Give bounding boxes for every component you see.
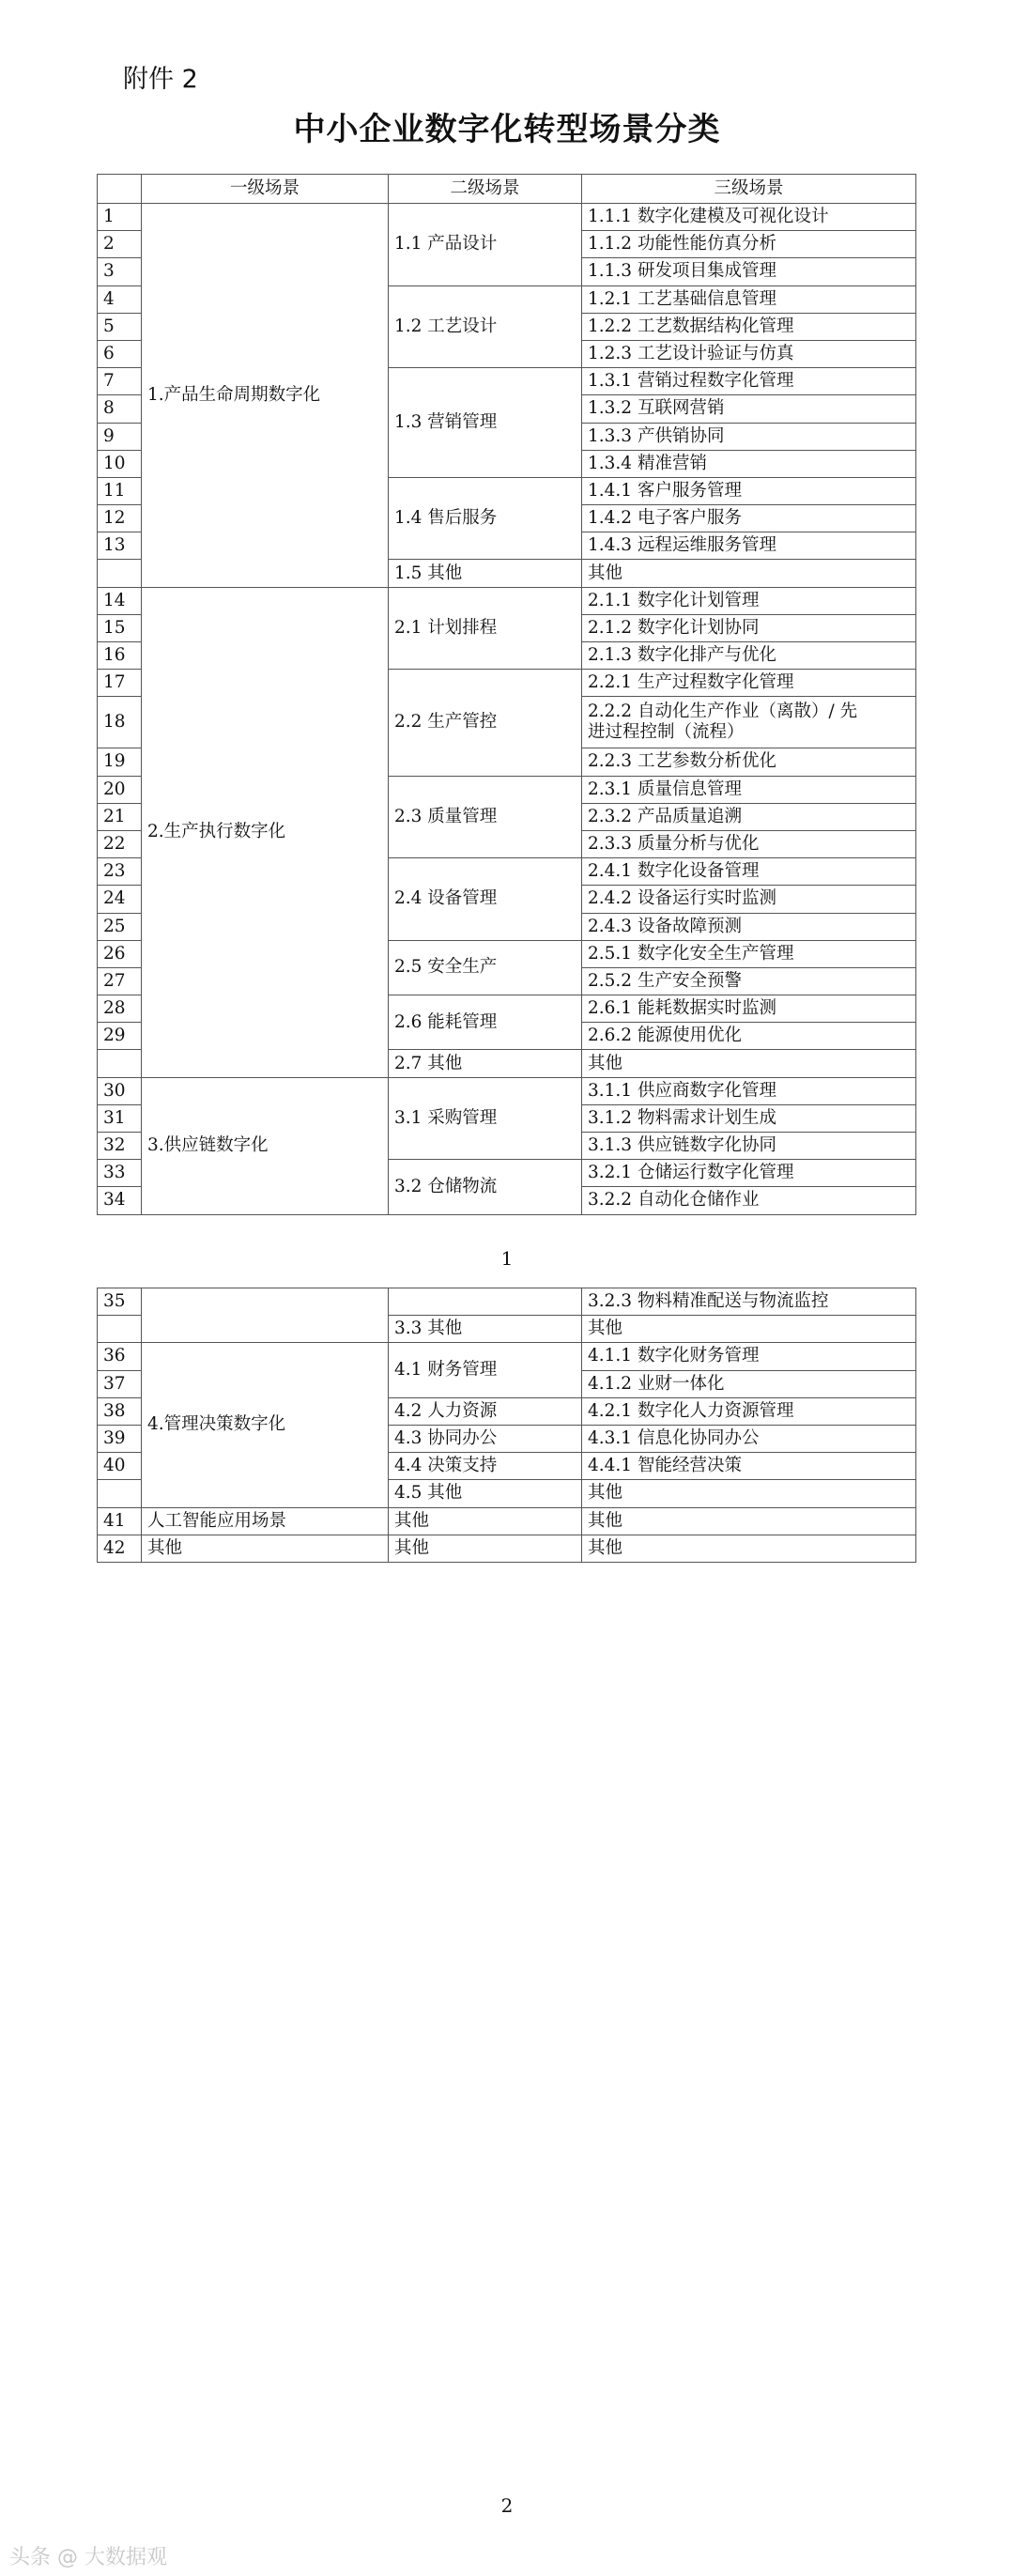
- level1-cell: 1.产品生命周期数字化: [142, 204, 389, 588]
- table-row: [98, 1507, 916, 1535]
- level3-cell: 其他: [582, 560, 916, 587]
- row-number: 17: [98, 670, 142, 697]
- level3-cell: 3.2.1 仓储运行数字化管理: [582, 1160, 916, 1187]
- level2-cell: 2.7 其他: [389, 1050, 582, 1077]
- level2-cell: 1.1 产品设计: [389, 204, 582, 286]
- row-number: 24: [98, 886, 142, 913]
- row-number: 8: [98, 395, 142, 423]
- attachment-label: 附件 2: [123, 65, 198, 94]
- level3-cell: 4.1.2 业财一体化: [582, 1370, 916, 1397]
- level2-cell: 3.3 其他: [389, 1316, 582, 1343]
- table-row: [98, 587, 916, 614]
- level2-cell: 4.2 人力资源: [389, 1397, 582, 1425]
- level2-cell: 1.3 营销管理: [389, 368, 582, 478]
- level3-cell: 1.1.3 研发项目集成管理: [582, 258, 916, 285]
- row-number: 27: [98, 967, 142, 995]
- level3-cell: 2.1.3 数字化排产与优化: [582, 642, 916, 670]
- level1-cell: 3.供应链数字化: [142, 1077, 389, 1214]
- table-row: [98, 1343, 916, 1370]
- level2-cell: [389, 1288, 582, 1316]
- row-number: [98, 1480, 142, 1507]
- row-number: 32: [98, 1133, 142, 1160]
- level2-cell: 2.1 计划排程: [389, 587, 582, 670]
- table-row: [98, 1077, 916, 1104]
- level3-cell: 1.1.1 数字化建模及可视化设计: [582, 204, 916, 231]
- table-row: [98, 204, 916, 231]
- row-number: 13: [98, 532, 142, 560]
- level2-cell: 2.3 质量管理: [389, 776, 582, 858]
- row-number: 29: [98, 1023, 142, 1050]
- level3-cell: 其他: [582, 1050, 916, 1077]
- level3-cell: 3.2.3 物料精准配送与物流监控: [582, 1288, 916, 1316]
- table-header-row: [98, 175, 916, 204]
- document-title: 中小企业数字化转型场景分类: [293, 111, 721, 148]
- header-number: [98, 175, 142, 204]
- level3-cell: 2.1.2 数字化计划协同: [582, 614, 916, 641]
- level3-cell: [582, 697, 916, 748]
- level3-cell: 3.2.2 自动化仓储作业: [582, 1187, 916, 1214]
- scenario-table-page1: [97, 174, 916, 1215]
- level3-cell: 其他: [582, 1316, 916, 1343]
- row-number: 1: [98, 204, 142, 231]
- row-number: 41: [98, 1507, 142, 1535]
- row-number: 36: [98, 1343, 142, 1370]
- level3-cell: 2.6.2 能源使用优化: [582, 1023, 916, 1050]
- level3-line2: 进过程控制（流程）: [588, 722, 745, 743]
- row-number: 40: [98, 1453, 142, 1480]
- level2-cell: 2.6 能耗管理: [389, 995, 582, 1050]
- level1-cell: [142, 1288, 389, 1343]
- level2-cell: 1.4 售后服务: [389, 477, 582, 560]
- level3-cell: 2.5.1 数字化安全生产管理: [582, 940, 916, 967]
- level3-cell: 1.3.2 互联网营销: [582, 395, 916, 423]
- row-number: [98, 1050, 142, 1077]
- row-number: [98, 1316, 142, 1343]
- level3-cell: 其他: [582, 1480, 916, 1507]
- row-number: 30: [98, 1077, 142, 1104]
- level3-line1: 2.2.2 自动化生产作业（离散）/ 先: [588, 702, 858, 722]
- level3-cell: 1.3.1 营销过程数字化管理: [582, 368, 916, 395]
- level3-cell: 2.2.1 生产过程数字化管理: [582, 670, 916, 697]
- level3-cell: 1.4.3 远程运维服务管理: [582, 532, 916, 560]
- level3-cell: 2.4.3 设备故障预测: [582, 913, 916, 940]
- level2-cell: 其他: [389, 1535, 582, 1562]
- row-number: 38: [98, 1397, 142, 1425]
- level3-cell: 1.1.2 功能性能仿真分析: [582, 231, 916, 258]
- level3-cell: 4.4.1 智能经营决策: [582, 1453, 916, 1480]
- watermark: 头条 @ 大数据观: [9, 2546, 167, 2569]
- level2-cell: 2.2 生产管控: [389, 670, 582, 776]
- level2-cell: 1.2 工艺设计: [389, 285, 582, 368]
- row-number: 19: [98, 748, 142, 776]
- row-number: 21: [98, 803, 142, 830]
- level3-cell: 1.4.1 客户服务管理: [582, 477, 916, 504]
- row-number: 9: [98, 423, 142, 450]
- level3-cell: 2.3.1 质量信息管理: [582, 776, 916, 803]
- level3-cell: 1.2.1 工艺基础信息管理: [582, 285, 916, 313]
- page-number: 1: [500, 1247, 514, 1270]
- level2-cell: 2.4 设备管理: [389, 858, 582, 941]
- row-number: 22: [98, 830, 142, 857]
- level3-cell: 3.1.2 物料需求计划生成: [582, 1104, 916, 1132]
- row-number: 14: [98, 587, 142, 614]
- row-number: 6: [98, 340, 142, 367]
- row-number: 4: [98, 285, 142, 313]
- row-number: 3: [98, 258, 142, 285]
- level1-cell: 人工智能应用场景: [142, 1507, 389, 1535]
- row-number: 25: [98, 913, 142, 940]
- row-number: 26: [98, 940, 142, 967]
- row-number: 35: [98, 1288, 142, 1316]
- row-number: 20: [98, 776, 142, 803]
- level2-cell: 3.2 仓储物流: [389, 1160, 582, 1214]
- header-level2: 二级场景: [389, 175, 582, 204]
- level1-cell: 2.生产执行数字化: [142, 587, 389, 1077]
- level3-cell: 2.5.2 生产安全预警: [582, 967, 916, 995]
- level3-cell: 4.3.1 信息化协同办公: [582, 1425, 916, 1452]
- row-number: 10: [98, 450, 142, 477]
- level3-cell: 1.2.3 工艺设计验证与仿真: [582, 340, 916, 367]
- level2-cell: 4.4 决策支持: [389, 1453, 582, 1480]
- level3-cell: 3.1.1 供应商数字化管理: [582, 1077, 916, 1104]
- row-number: [98, 560, 142, 587]
- row-number: 34: [98, 1187, 142, 1214]
- level2-cell: 其他: [389, 1507, 582, 1535]
- level2-cell: 4.1 财务管理: [389, 1343, 582, 1397]
- level1-cell: 其他: [142, 1535, 389, 1562]
- row-number: 42: [98, 1535, 142, 1562]
- level3-cell: 2.4.2 设备运行实时监测: [582, 886, 916, 913]
- row-number: 33: [98, 1160, 142, 1187]
- header-level3: 三级场景: [582, 175, 916, 204]
- level3-cell: 2.3.3 质量分析与优化: [582, 830, 916, 857]
- row-number: 28: [98, 995, 142, 1023]
- row-number: 31: [98, 1104, 142, 1132]
- level3-cell: 2.6.1 能耗数据实时监测: [582, 995, 916, 1023]
- level3-cell: 3.1.3 供应链数字化协同: [582, 1133, 916, 1160]
- row-number: 5: [98, 313, 142, 340]
- level3-cell: 4.1.1 数字化财务管理: [582, 1343, 916, 1370]
- level2-cell: 4.5 其他: [389, 1480, 582, 1507]
- level3-cell: 2.3.2 产品质量追溯: [582, 803, 916, 830]
- level3-cell: 4.2.1 数字化人力资源管理: [582, 1397, 916, 1425]
- level2-cell: 4.3 协同办公: [389, 1425, 582, 1452]
- row-number: 39: [98, 1425, 142, 1452]
- page-number: 2: [500, 2494, 514, 2517]
- level3-cell: 2.1.1 数字化计划管理: [582, 587, 916, 614]
- row-number: 37: [98, 1370, 142, 1397]
- row-number: 12: [98, 505, 142, 532]
- level3-cell: 1.3.4 精准营销: [582, 450, 916, 477]
- level3-cell: 其他: [582, 1507, 916, 1535]
- level3-cell: 其他: [582, 1535, 916, 1562]
- level3-cell: 2.4.1 数字化设备管理: [582, 858, 916, 886]
- scenario-table-page2: [97, 1288, 916, 1563]
- row-number: 2: [98, 231, 142, 258]
- level3-cell: 2.2.3 工艺参数分析优化: [582, 748, 916, 776]
- level2-cell: 1.5 其他: [389, 560, 582, 587]
- level3-cell: 1.4.2 电子客户服务: [582, 505, 916, 532]
- level3-cell: 1.2.2 工艺数据结构化管理: [582, 313, 916, 340]
- header-level1: 一级场景: [142, 175, 389, 204]
- level2-cell: 3.1 采购管理: [389, 1077, 582, 1160]
- row-number: 11: [98, 477, 142, 504]
- row-number: 7: [98, 368, 142, 395]
- row-number: 23: [98, 858, 142, 886]
- table-row: [98, 1535, 916, 1562]
- level1-cell: 4.管理决策数字化: [142, 1343, 389, 1507]
- level3-cell: 1.3.3 产供销协同: [582, 423, 916, 450]
- row-number: 15: [98, 614, 142, 641]
- table-row: [98, 1288, 916, 1316]
- row-number: 18: [98, 697, 142, 748]
- level2-cell: 2.5 安全生产: [389, 940, 582, 995]
- row-number: 16: [98, 642, 142, 670]
